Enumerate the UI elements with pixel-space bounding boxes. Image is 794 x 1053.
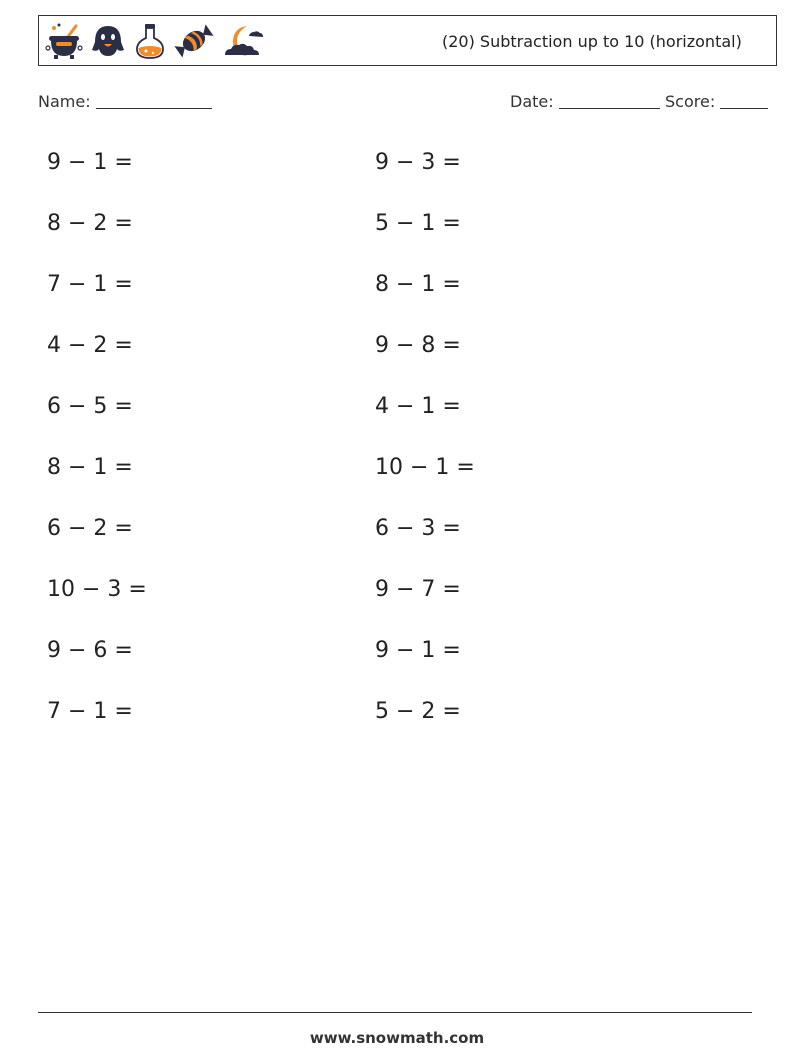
problem-left-7: 6 − 2 = <box>47 516 133 541</box>
footer-url[interactable]: www.snowmath.com <box>309 1029 485 1047</box>
name-field <box>38 92 212 111</box>
problem-right-4: 9 − 8 = <box>375 333 461 358</box>
worksheet-title: (20) Subtraction up to 10 (horizontal) <box>442 32 742 51</box>
problem-right-1: 9 − 3 = <box>375 150 461 175</box>
problem-left-6: 8 − 1 = <box>47 455 133 480</box>
problem-left-2: 8 − 2 = <box>47 211 133 236</box>
score-blank[interactable] <box>720 92 768 109</box>
moon-icon <box>221 22 265 60</box>
ghost-icon <box>89 22 127 60</box>
footer-divider <box>38 1012 752 1013</box>
potion-icon <box>133 22 167 60</box>
header-icons <box>45 21 265 61</box>
problem-right-5: 4 − 1 = <box>375 394 461 419</box>
problem-left-5: 6 − 5 = <box>47 394 133 419</box>
problem-left-9: 9 − 6 = <box>47 638 133 663</box>
problem-right-7: 6 − 3 = <box>375 516 461 541</box>
worksheet-header <box>38 15 777 66</box>
date-field <box>510 92 660 111</box>
name-blank[interactable] <box>96 92 212 109</box>
problem-right-9: 9 − 1 = <box>375 638 461 663</box>
cauldron-icon <box>45 22 83 60</box>
problem-right-6: 10 − 1 = <box>375 455 475 480</box>
problem-left-8: 10 − 3 = <box>47 577 147 602</box>
problem-right-3: 8 − 1 = <box>375 272 461 297</box>
problem-left-3: 7 − 1 = <box>47 272 133 297</box>
score-label: Score: <box>665 92 716 111</box>
problem-right-10: 5 − 2 = <box>375 699 461 724</box>
problem-left-4: 4 − 2 = <box>47 333 133 358</box>
score-field <box>665 92 768 111</box>
problem-right-8: 9 − 7 = <box>375 577 461 602</box>
problem-left-1: 9 − 1 = <box>47 150 133 175</box>
name-label: Name: <box>38 92 91 111</box>
problem-right-2: 5 − 1 = <box>375 211 461 236</box>
date-blank[interactable] <box>559 92 660 109</box>
candy-icon <box>173 22 215 60</box>
problem-left-10: 7 − 1 = <box>47 699 133 724</box>
date-label: Date: <box>510 92 554 111</box>
